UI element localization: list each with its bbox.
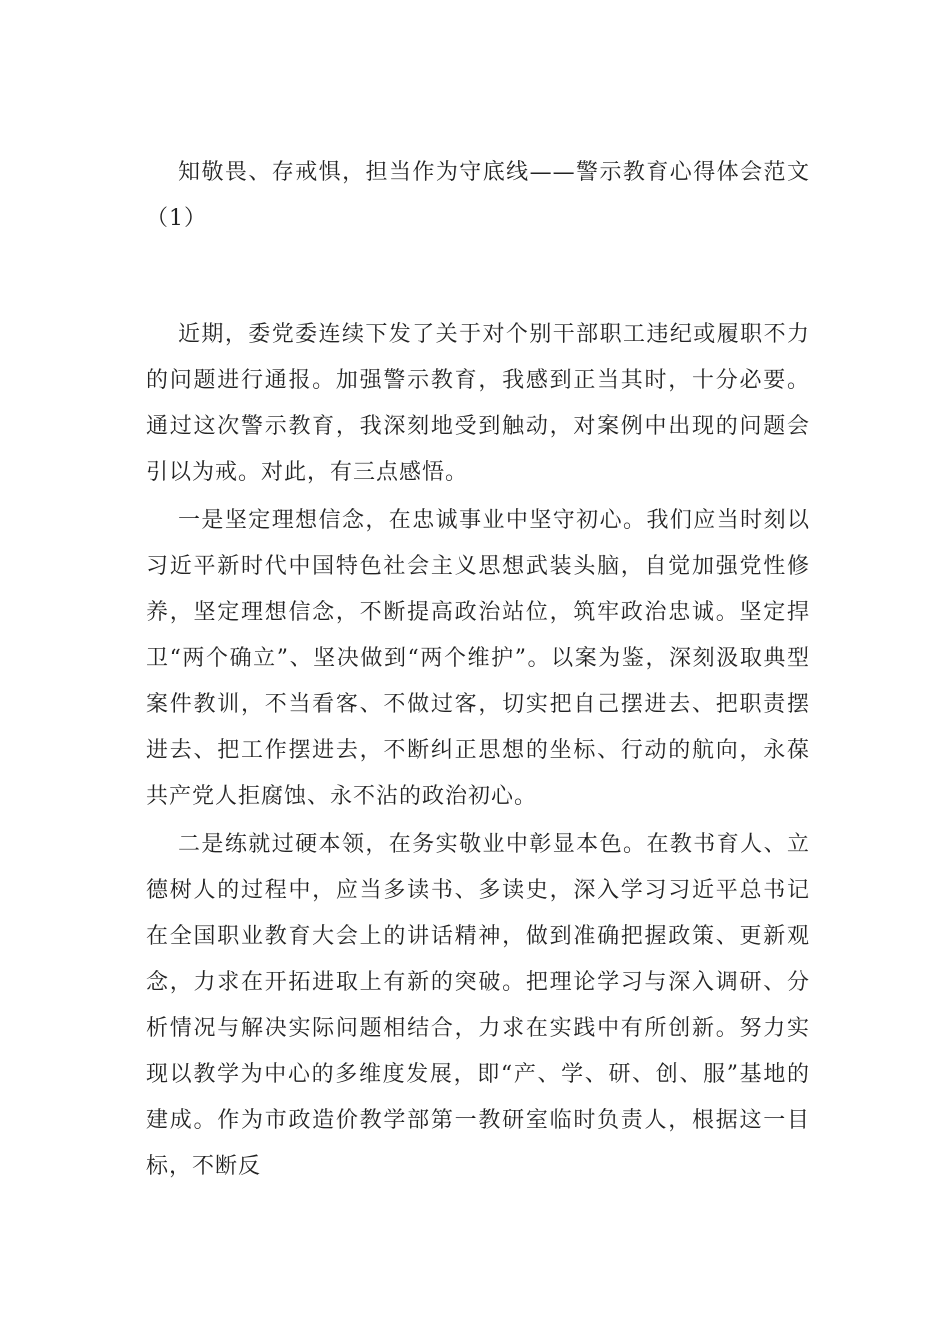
document-page xyxy=(146,150,810,1192)
paragraph-intro: 近期，委党委连续下发了关于对个别干部职工违纪或履职不力的问题进行通报。加强警示教育，我感到正当其时，十分必要。通过这次警示教育，我深刻地受到触动，对案例中出现的问题会引以为戒。对此，有三点感悟。 xyxy=(146,322,810,485)
paragraph-point-one: 一是坚定理想信念，在忠诚事业中坚守初心。我们应当时刻以习近平新时代中国特色社会主义思想武装头脑，自觉加强党性修养，坚定理想信念，不断提高政治站位，筑牢政治忠诚。坚定捍卫“两个确立”、坚决做到“两个维护”。以案为鉴，深刻汲取典型案件教训，不当看客、不做过客，切实把自己摆进去、把职责摆进去、把工作摆进去，不断纠正思想的坐标、行动的航向，永葆共产党人拒腐蚀、永不沾的政治初心。 xyxy=(146,508,810,809)
paragraph-point-two: 二是练就过硬本领，在务实敬业中彰显本色。在教书育人、立德树人的过程中，应当多读书、多读史，深入学习习近平总书记在全国职业教育大会上的讲话精神，做到准确把握政策、更新观念，力求在开拓进取上有新的突破。把理论学习与深入调研、分析情况与解决实际问题相结合，力求在实践中有所创新。努力实现以教学为中心的多维度发展，即“产、学、研、创、服”基地的建成。作为市政造价教学部第一教研室临时负责人，根据这一目标，不断反 xyxy=(146,832,810,1179)
document-title: 知敬畏、存戒惧，担当作为守底线——警示教育心得体会范文（1） xyxy=(146,160,810,231)
title-spacer xyxy=(146,242,810,312)
